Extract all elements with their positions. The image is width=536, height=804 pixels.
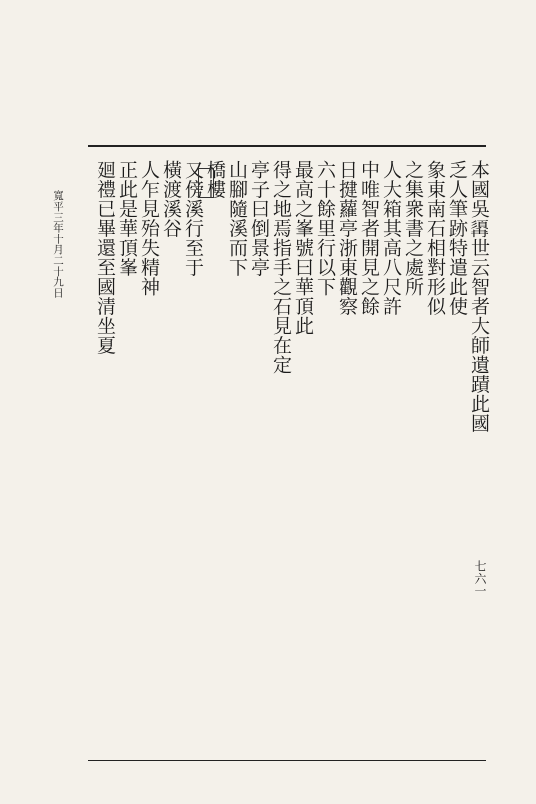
text-column-3: 象東南石相對形似: [424, 160, 446, 316]
text-column-18: 廻禮已畢還至國清坐夏: [94, 160, 116, 355]
text-column-14: 又傍溪行至于: [182, 160, 204, 277]
text-column-9: 最高之峯號曰華頂此: [292, 160, 314, 336]
top-rule: [88, 145, 486, 147]
page-number: 七六一: [473, 560, 487, 597]
text-column-11: 亭子曰倒景亭: [248, 160, 270, 277]
text-column-5: 人大箱其高八尺許: [380, 160, 402, 316]
text-column-8: 六十餘里行以下: [314, 160, 336, 297]
text-column-1: 本國吳𩓾世云智者大師遺蹟此國: [468, 160, 490, 433]
running-header: 寬平三年十月二十九日: [52, 190, 64, 298]
text-column-6: 中唯智者開見之餘: [358, 160, 380, 316]
bottom-rule: [88, 760, 486, 761]
text-column-4: 之集衆書之處所: [402, 160, 424, 297]
text-column-7: 日揵蘿亭浙東觀察: [336, 160, 358, 316]
text-column-2: 乏人筆跡特遣此使: [446, 160, 468, 316]
text-column-10: 得之地焉指手之石見在定: [270, 160, 292, 375]
text-column-17: 正此是華頂峯: [116, 160, 138, 277]
text-column-15: 橫渡溪谷: [160, 160, 182, 238]
text-column-13: 橋樓: [204, 160, 226, 199]
text-column-12: 山腳隨溪而下: [226, 160, 248, 277]
bracket-marker: [198, 168, 214, 198]
text-column-16: 人乍見殆失精神: [138, 160, 160, 297]
